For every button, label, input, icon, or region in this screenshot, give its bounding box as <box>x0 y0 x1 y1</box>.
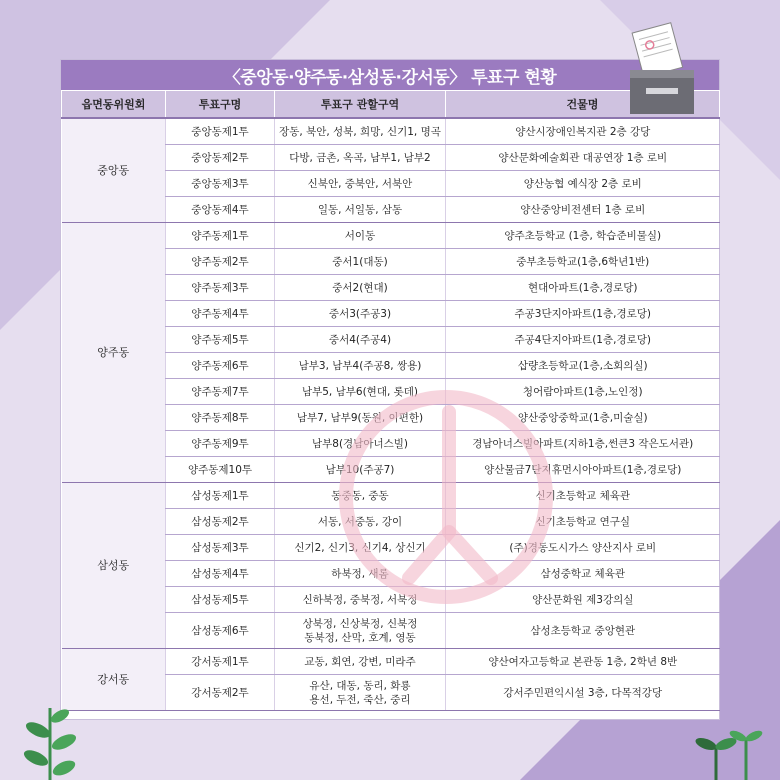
building-cell: 현대아파트(1층,경로당) <box>446 275 720 301</box>
area-cell: 서동, 서중동, 강이 <box>275 509 446 535</box>
precinct-cell: 양주동제6투 <box>166 353 275 379</box>
building-cell: 주공3단지아파트(1층,경로당) <box>446 301 720 327</box>
building-cell: 주공4단지아파트(1층,경로당) <box>446 327 720 353</box>
area-cell <box>275 613 446 649</box>
building-cell: 신기초등학교 체육관 <box>446 483 720 509</box>
precinct-cell: 양주동제5투 <box>166 327 275 353</box>
precinct-cell: 양주동제3투 <box>166 275 275 301</box>
area-cell: 서이동 <box>275 223 446 249</box>
building-cell: 청어람아파트(1층,노인정) <box>446 379 720 405</box>
precinct-cell: 삼성동제5투 <box>166 587 275 613</box>
area-cell <box>275 675 446 711</box>
precinct-cell: 삼성동제6투 <box>166 613 275 649</box>
precinct-cell: 양주동제2투 <box>166 249 275 275</box>
area-cell: 다방, 금촌, 옥곡, 남부1, 남부2 <box>275 145 446 171</box>
area-cell: 교동, 회연, 강변, 미라주 <box>275 649 446 675</box>
building-cell: 양산여자고등학교 본관동 1층, 2학년 8반 <box>446 649 720 675</box>
building-cell: 양산중앙중학교(1층,미술실) <box>446 405 720 431</box>
building-cell: 강서주민편익시설 3층, 다목적강당 <box>446 675 720 711</box>
precinct-cell: 양주동제8투 <box>166 405 275 431</box>
area-cell: 남부7, 남부9(동원, 이편한) <box>275 405 446 431</box>
committee-cell: 강서동 <box>62 649 166 711</box>
committee-cell: 중앙동 <box>62 118 166 223</box>
area-cell: 중서1(대동) <box>275 249 446 275</box>
area-cell: 하북정, 새롬 <box>275 561 446 587</box>
building-cell: 양산농협 예식장 2층 로비 <box>446 171 720 197</box>
area-line: 유산, 대동, 동리, 화룡 <box>309 679 411 692</box>
area-cell: 신하북정, 중북정, 서북정 <box>275 587 446 613</box>
precinct-cell: 삼성동제1투 <box>166 483 275 509</box>
precinct-cell: 양주동제4투 <box>166 301 275 327</box>
area-cell: 남부8(경남아너스빌) <box>275 431 446 457</box>
precinct-cell: 중앙동제3투 <box>166 171 275 197</box>
sprout-icon <box>694 726 764 780</box>
area-cell: 남부10(주공7) <box>275 457 446 483</box>
table-body <box>62 118 720 711</box>
table-row <box>62 649 720 675</box>
sprout-icon <box>20 702 80 780</box>
table-row <box>62 118 720 145</box>
area-cell: 신기2, 신기3, 신기4, 상신기 <box>275 535 446 561</box>
precinct-cell: 삼성동제4투 <box>166 561 275 587</box>
area-line: 용선, 두전, 죽산, 중리 <box>309 693 411 706</box>
precinct-table-panel <box>61 60 719 719</box>
building-cell: 양산문화예술회관 대공연장 1층 로비 <box>446 145 720 171</box>
committee-cell: 삼성동 <box>62 483 166 649</box>
building-cell: 삼성초등학교 중앙현관 <box>446 613 720 649</box>
building-cell: 양산시장애인복지관 2층 강당 <box>446 118 720 145</box>
precinct-table <box>61 90 720 711</box>
precinct-cell: 삼성동제3투 <box>166 535 275 561</box>
precinct-cell: 강서동제1투 <box>166 649 275 675</box>
page-title: 〈중앙동·양주동·삼성동·강서동〉 투표구 현황 <box>61 60 719 90</box>
area-line: 상북정, 신상북정, 신북정 <box>302 617 418 630</box>
precinct-cell: 양주동제1투 <box>166 223 275 249</box>
area-cell: 장동, 북안, 성북, 희망, 신기1, 명곡 <box>275 118 446 145</box>
precinct-cell: 중앙동제2투 <box>166 145 275 171</box>
column-header-committee: 읍면동위원회 <box>62 91 166 119</box>
building-cell: 신기초등학교 연구실 <box>446 509 720 535</box>
column-header-area: 투표구 관할구역 <box>275 91 446 119</box>
precinct-cell: 양주동제10투 <box>166 457 275 483</box>
building-cell: 양주초등학교 (1층, 학습준비물실) <box>446 223 720 249</box>
building-cell: 양산물금7단지휴먼시아아파트(1층,경로당) <box>446 457 720 483</box>
building-cell: 중부초등학교(1층,6학년1반) <box>446 249 720 275</box>
building-cell: 양산문화원 제3강의실 <box>446 587 720 613</box>
precinct-cell: 양주동제9투 <box>166 431 275 457</box>
ballot-box-icon <box>622 22 702 117</box>
area-cell: 중서3(주공3) <box>275 301 446 327</box>
area-cell: 중서4(주공4) <box>275 327 446 353</box>
building-cell: 삼성중학교 체육관 <box>446 561 720 587</box>
precinct-cell: 양주동제7투 <box>166 379 275 405</box>
column-header-building: 건물명 <box>446 91 720 119</box>
building-cell: 경남아너스빌아파트(지하1층,썬큰3 작은도서관) <box>446 431 720 457</box>
area-cell: 남부5, 남부6(현대, 롯데) <box>275 379 446 405</box>
column-header-precinct: 투표구명 <box>166 91 275 119</box>
table-row <box>62 223 720 249</box>
table-header-row <box>62 91 720 119</box>
area-cell: 신북안, 중북안, 서북안 <box>275 171 446 197</box>
precinct-cell: 중앙동제1투 <box>166 118 275 145</box>
area-cell: 동중동, 중동 <box>275 483 446 509</box>
area-cell: 일동, 서일동, 삼동 <box>275 197 446 223</box>
committee-cell: 양주동 <box>62 223 166 483</box>
building-cell: 삽량초등학교(1층,소회의실) <box>446 353 720 379</box>
area-cell: 남부3, 남부4(주공8, 쌍용) <box>275 353 446 379</box>
area-cell: 중서2(현대) <box>275 275 446 301</box>
precinct-cell: 삼성동제2투 <box>166 509 275 535</box>
building-cell: 양산중앙비전센터 1층 로비 <box>446 197 720 223</box>
precinct-cell: 강서동제2투 <box>166 675 275 711</box>
area-line: 동북정, 산막, 호계, 영동 <box>304 631 416 644</box>
precinct-cell: 중앙동제4투 <box>166 197 275 223</box>
building-cell: (주)경동도시가스 양산지사 로비 <box>446 535 720 561</box>
table-row <box>62 483 720 509</box>
